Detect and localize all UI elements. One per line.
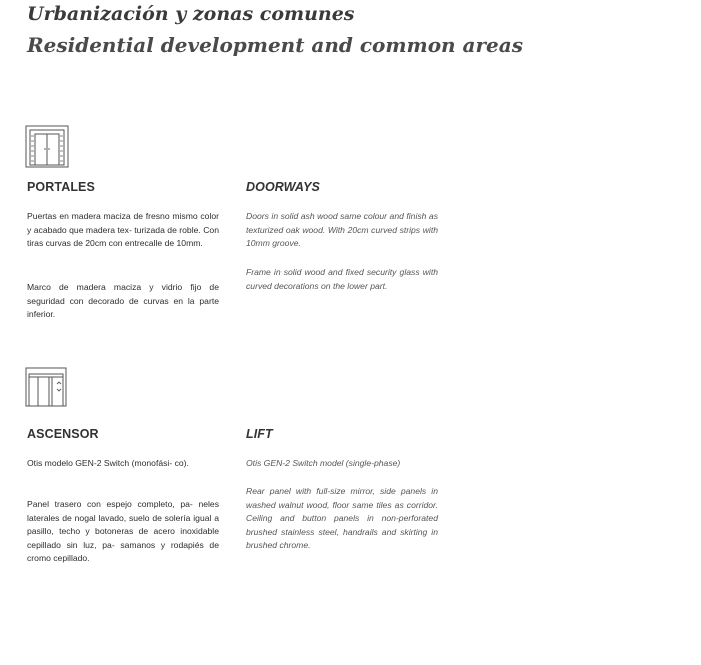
lift-paragraph-1: Otis GEN-2 Switch model (single-phase) [246, 458, 401, 468]
ascensor-paragraph-2: Panel trasero con espejo completo, pa- neles laterales de nogal lavado, suelo de solería igual a pasillo, techo y botoneras de acero inoxidable cepillado sin luz, pa- samanos y rodapiés de cromo cepillado. [27, 499, 219, 564]
lift-paragraph-2: Rear panel with full-size mirror, side panels in washed walnut wood, floor same tiles as corridor. Ceiling and button panels in non-perforated brushed stainless steel, handrails and skirting in brushed chrome. [246, 486, 438, 551]
doorways-paragraph-1: Doors in solid ash wood same colour and finish as texturized oak wood. With 20cm curved strips with 10mm groove. [246, 211, 438, 249]
elevator-icon [25, 367, 67, 407]
portales-paragraph-2: Marco de madera maciza y vidrio fijo de seguridad con decorado de curvas en la parte inferior. [27, 282, 219, 320]
page-title-spanish: Urbanización y zonas comunes [27, 3, 355, 25]
page-title-english: Residential development and common areas [27, 33, 523, 57]
ascensor-paragraph-1: Otis modelo GEN-2 Switch (monofási- co). [27, 458, 189, 468]
section-heading-doorways: DOORWAYS [246, 180, 320, 194]
doorways-paragraph-2: Frame in solid wood and fixed security glass with curved decorations on the lower part. [246, 267, 438, 291]
door-icon [25, 124, 69, 168]
section-heading-lift: LIFT [246, 427, 273, 441]
section-heading-ascensor: ASCENSOR [27, 427, 99, 441]
portales-paragraph-1: Puertas en madera maciza de fresno mismo color y acabado que madera tex- turizada de roble. Con tiras curvas de 20cm con entrecalle de 10mm. [27, 211, 219, 249]
section-heading-portales: PORTALES [27, 180, 95, 194]
